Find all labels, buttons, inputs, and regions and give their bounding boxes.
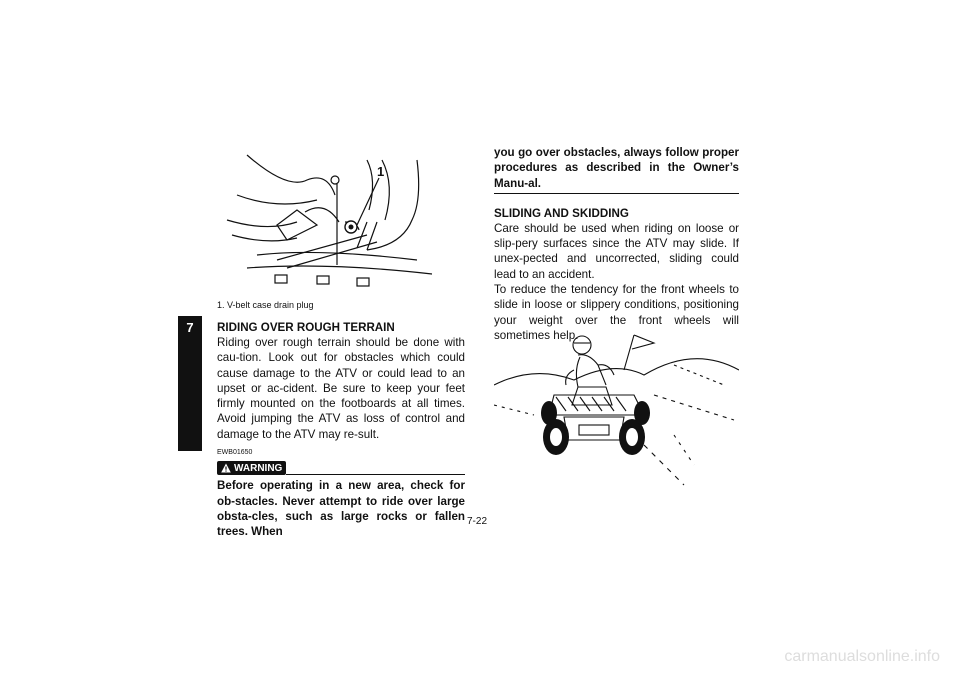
sliding-paragraph-1: Care should be used when riding on loose or slip-pery surfaces since the ATV may slide. If unex-pected and uncorrected, sliding could lead to an accident. [494,221,739,281]
left-column [217,320,465,540]
warning-badge [217,461,286,475]
rough-terrain-body: Riding over rough terrain should be done with cau-tion. Look out for obstacles which could cause damage to the ATV or could lead to an upset or ac-cident. Be sure to keep your feet firmly mounted on the footboards at all times. Avoid jumping the ATV as loss of control and damage to the ATV may re-sult. [217,336,465,441]
atv-rider-illustration [494,325,739,490]
page-number: 7-22 [467,516,488,527]
watermark: carmanualsonline.info [784,648,940,665]
warning-triangle-icon [221,463,231,473]
warning-text: Before operating in a new area, check for ob-stacles. Never attempt to ride over large obsta-cles, such as large rocks or fallen trees. When [217,479,465,539]
right-column [494,145,739,343]
drain-plug-illustration [217,150,465,290]
figure-callout: 1 [377,164,385,179]
chapter-tab: 7 [178,316,202,451]
warning-header [217,461,465,475]
warning-code: EWB01650 [217,449,253,457]
warning-end-rule [494,193,739,194]
figure-caption: 1. V-belt case drain plug [217,300,314,310]
warning-divider [286,474,465,475]
warning-continued: you go over obstacles, always follow proper procedures as described in the Owner’s Manu-al. [494,146,739,190]
section-heading-rough-terrain: RIDING OVER ROUGH TERRAIN [217,321,395,334]
warning-label: WARNING [234,462,283,474]
section-heading-sliding: SLIDING AND SKIDDING [494,206,629,220]
sliding-paragraph-2: To reduce the tendency for the front wheels to slide in loose or slippery conditions, positioning your weight over the front wheels will sometimes help. [494,283,739,342]
